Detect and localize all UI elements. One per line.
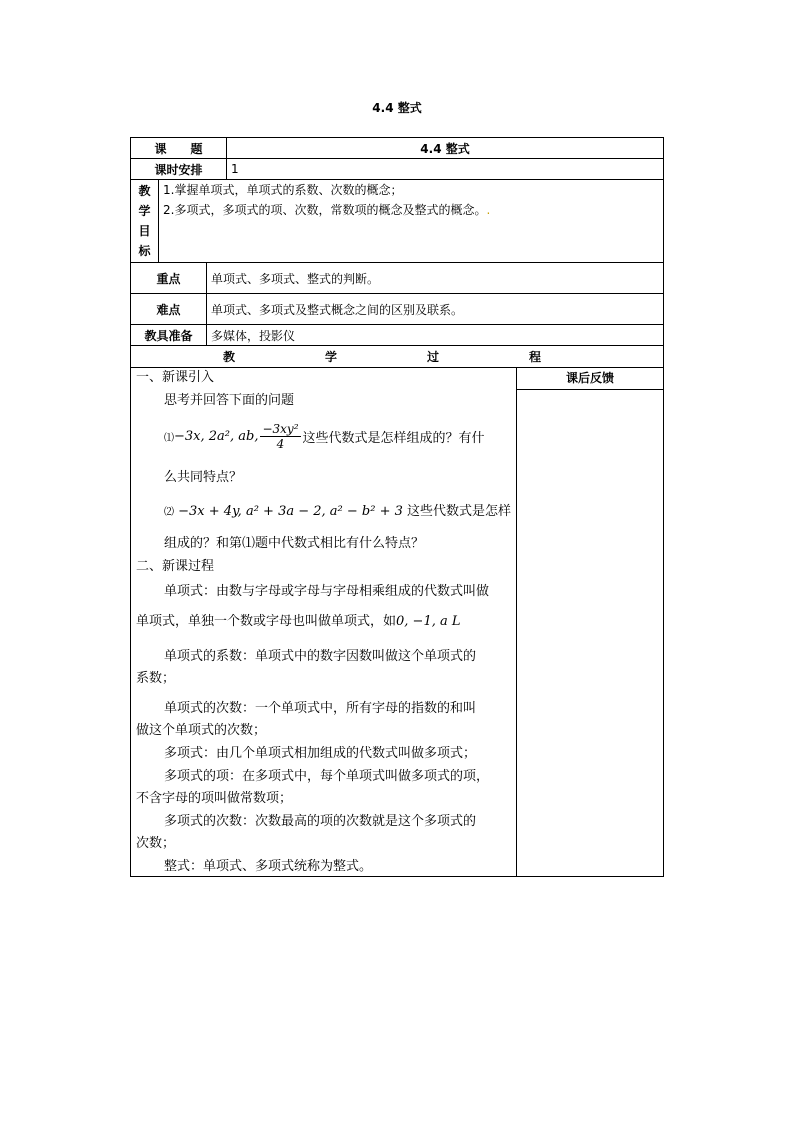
fraction-denominator: 4 (276, 436, 285, 451)
goal-line-1: 1.掌握单项式，单项式的系数、次数的概念； (163, 183, 403, 197)
question-2-continued: 组成的？和第⑴题中代数式相比有什么特点？ (164, 536, 425, 551)
question-1-expression: −3x, 2a², ab, (174, 428, 259, 444)
question-1-number: ⑴ (164, 432, 174, 444)
def-monomial-2 (136, 612, 514, 631)
process-char: 过 (427, 350, 440, 364)
def-monomial-example: 0, −1, a L (396, 614, 461, 629)
def-integral-expression: 整式：单项式、多项式统称为整式。 (164, 859, 373, 874)
stray-dot: . (486, 203, 491, 217)
question-1-continued: 么共同特点？ (164, 470, 243, 485)
goal-line-2 (163, 200, 659, 220)
def-monomial-1: 单项式：由数与字母或字母与字母相乘组成的代数式叫做 (164, 584, 490, 599)
question-1-fraction (260, 422, 300, 451)
document-title: 4.4 整式 (372, 101, 422, 115)
def-poly-degree-1: 多项式的次数：次数最高的项的次数就是这个多项式的 (164, 814, 477, 829)
hours-label: 课时安排 (131, 159, 227, 180)
def-term-1: 多项式的项：在多项式中，每个单项式叫做多项式的项， (164, 769, 490, 784)
question-2-text: 这些代数式是怎样 (407, 504, 512, 519)
difficulty-value: 单项式、多项式及整式概念之间的区别及联系。 (207, 294, 664, 325)
key-point-value: 单项式、多项式、整式的判断。 (207, 263, 664, 294)
lesson-plan-table (130, 137, 664, 877)
process-char: 程 (529, 350, 542, 364)
question-2 (136, 501, 514, 524)
section-2-title: 二、新课过程 (136, 559, 215, 574)
def-degree-2: 做这个单项式的次数； (136, 723, 267, 738)
def-monomial-2-text: 单项式，单独一个数或字母也叫做单项式，如 (136, 614, 397, 629)
goal-label-char: 学 (138, 204, 151, 218)
section-1-title: 一、新课引入 (136, 370, 215, 385)
def-term-2: 不含字母的项叫做常数项； (136, 791, 293, 806)
fraction-numerator: −3xy² (262, 421, 299, 436)
goal-content (159, 180, 664, 263)
topic-label: 课 题 (131, 138, 227, 159)
process-char: 学 (325, 350, 338, 364)
hours-value: 1 (227, 159, 664, 180)
teaching-tools-value: 多媒体，投影仪 (207, 325, 664, 346)
def-polynomial: 多项式：由几个单项式相加组成的代数式叫做多项式； (164, 746, 477, 761)
feedback-column (517, 368, 664, 877)
teaching-process-header (131, 346, 664, 368)
question-2-expression: −3x + 4y, a² + 3a − 2, a² − b² + 3 (178, 504, 403, 519)
question-2-number: ⑵ (164, 507, 174, 518)
feedback-label: 课后反馈 (517, 368, 663, 390)
goal-label (131, 180, 159, 263)
teaching-tools-label: 教具准备 (131, 325, 207, 346)
def-poly-degree-2: 次数； (136, 836, 176, 851)
section-1-prompt: 思考并回答下面的问题 (164, 393, 295, 408)
topic-value: 4.4 整式 (227, 138, 664, 159)
goal-label-char: 目 (138, 224, 151, 238)
process-char: 教 (223, 350, 236, 364)
teaching-process-content (131, 368, 517, 877)
key-point-label: 重点 (131, 263, 207, 294)
def-coefficient-1: 单项式的系数：单项式中的数字因数叫做这个单项式的 (164, 649, 477, 664)
question-1-text: 这些代数式是怎样组成的？有什 (302, 430, 485, 446)
def-coefficient-2: 系数； (136, 671, 176, 686)
goal-label-char: 标 (138, 244, 151, 258)
goal-label-char: 教 (138, 184, 151, 198)
question-1 (136, 416, 514, 456)
difficulty-label: 难点 (131, 294, 207, 325)
def-degree-1: 单项式的次数：一个单项式中，所有字母的指数的和叫 (164, 701, 477, 716)
goal-line-2-text: 2.多项式，多项式的项、次数，常数项的概念及整式的概念。 (163, 203, 487, 217)
